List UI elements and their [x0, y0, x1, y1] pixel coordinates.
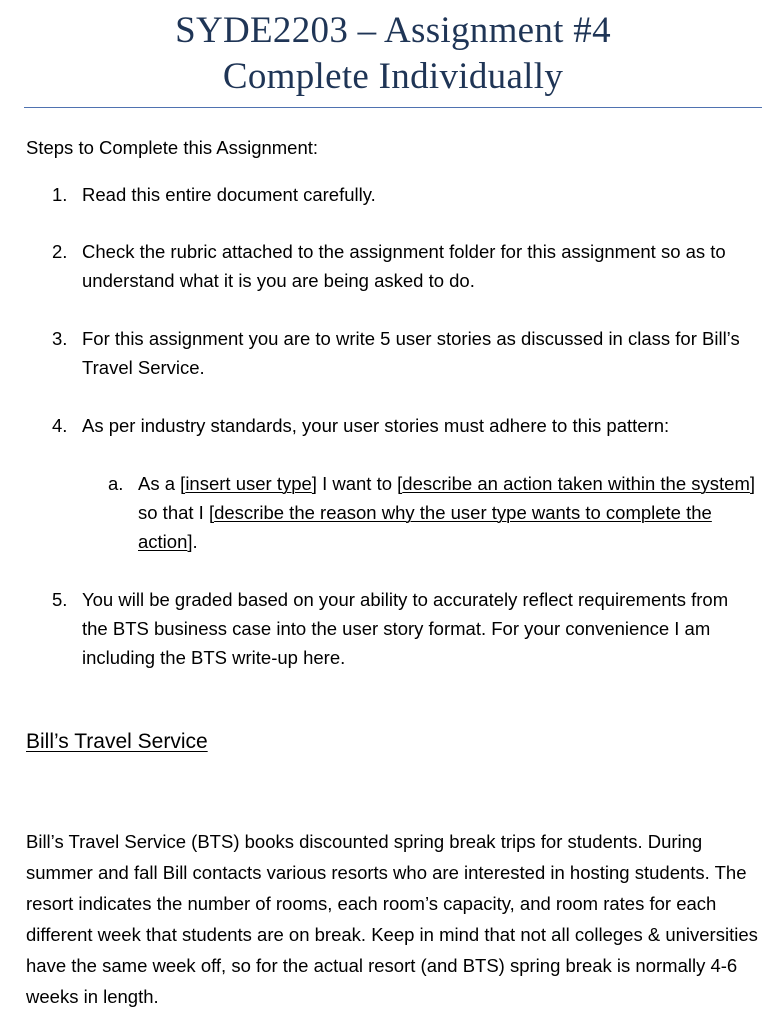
pattern-bracket: [	[180, 473, 186, 494]
business-case-paragraph: Bill’s Travel Service (BTS) books discounted spring break trips for students. During summer and fall Bill contacts various resorts who are interested in hosting students. The resort indicates the number of rooms, each room’s capacity, and room rates for each different week that students are on break. Keep in mind that not all colleges & universities have the same week off, so for the actual resort (and BTS) spring break is normally 4-6 weeks in length.	[26, 831, 758, 1007]
step-3	[52, 324, 752, 382]
title-line-2: Complete Individually	[222, 56, 564, 97]
pattern-bracket: ]	[311, 473, 317, 494]
document-title	[24, 8, 762, 100]
pattern-bracket: [	[208, 502, 215, 523]
step-number: 1.	[52, 184, 68, 205]
pattern-bracket: ]	[187, 531, 193, 552]
placeholder-user-type: insert user type	[185, 473, 312, 494]
pattern-text: so that I	[138, 502, 209, 523]
user-story-pattern	[138, 469, 758, 556]
step-text: Check the rubric attached to the assignment folder for this assignment so as to understand what it is you are being asked to do.	[82, 241, 726, 291]
step-number: 2.	[52, 241, 68, 262]
pattern-text: As a	[138, 473, 181, 494]
pattern-bracket: ]	[749, 473, 756, 494]
step-5	[52, 585, 752, 672]
step-text: You will be graded based on your ability to accurately reflect requirements from the BTS business case into the user story format. For your convenience I am including the BTS write-up here.	[82, 589, 729, 668]
pattern-text: .	[192, 531, 198, 552]
title-divider	[24, 107, 762, 108]
step-number: 4.	[52, 415, 68, 436]
step-4	[52, 411, 752, 440]
step-1	[52, 180, 752, 209]
step-text: For this assignment you are to write 5 user stories as discussed in class for Bill’s Travel Service.	[82, 328, 740, 378]
pattern-text: I want to	[316, 473, 398, 494]
step-number: 3.	[52, 328, 68, 349]
placeholder-reason: describe the reason why the user type wants to complete the action	[138, 502, 712, 552]
step-number: 5.	[52, 589, 68, 610]
step-4-substep-a	[108, 469, 758, 556]
pattern-bracket: [	[397, 473, 403, 494]
title-line-1: SYDE2203 – Assignment #4	[175, 10, 611, 51]
substep-letter: a.	[108, 473, 124, 494]
steps-heading: Steps to Complete this Assignment:	[26, 137, 319, 158]
placeholder-action: describe an action taken within the system	[402, 473, 750, 494]
step-2	[52, 237, 752, 295]
section-heading: Bill’s Travel Service	[26, 730, 208, 753]
step-text: Read this entire document carefully.	[82, 184, 376, 205]
step-text: As per industry standards, your user stories must adhere to this pattern:	[82, 415, 670, 436]
